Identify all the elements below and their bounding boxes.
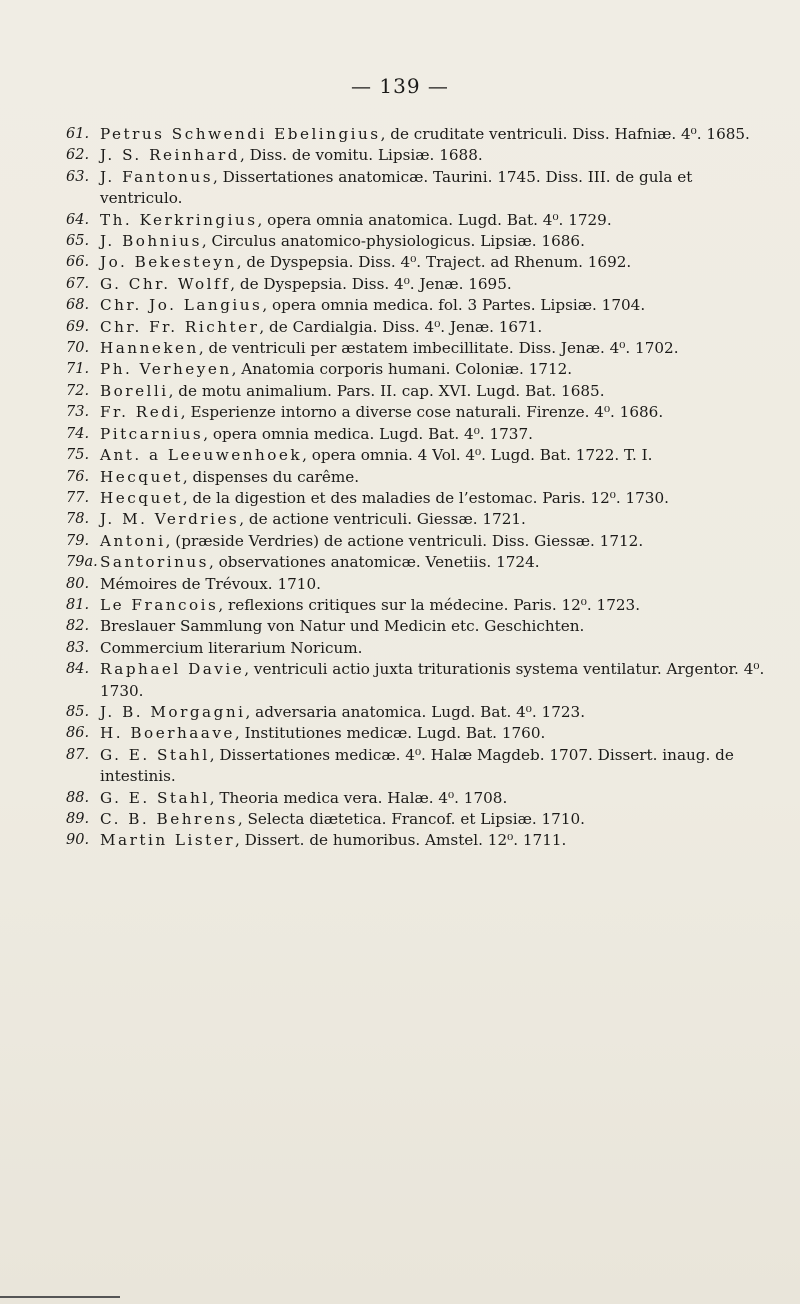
reference-item bbox=[66, 659, 776, 702]
reference-item bbox=[66, 145, 776, 166]
reference-number: 73. bbox=[66, 404, 90, 421]
reference-text bbox=[100, 253, 631, 271]
reference-text bbox=[100, 489, 669, 507]
reference-author: J. M. Verdries bbox=[100, 510, 240, 529]
reference-body: , de Dyspepsia. Diss. 4⁰. Jenæ. 1695. bbox=[230, 274, 512, 293]
reference-body: , Diss. de vomitu. Lipsiæ. 1688. bbox=[239, 146, 483, 165]
reference-number: 82. bbox=[66, 618, 90, 635]
reference-number: 71. bbox=[66, 361, 90, 378]
reference-body: Mémoires de Trévoux. 1710. bbox=[100, 574, 321, 593]
reference-item bbox=[66, 488, 776, 509]
reference-number: 90. bbox=[66, 832, 90, 849]
reference-author: Antoni bbox=[100, 531, 166, 550]
reference-body: , Selecta diætetica. Francof. et Lipsiæ. 1710. bbox=[237, 810, 585, 828]
reference-body: , de Dyspepsia. Diss. 4⁰. Traject. ad Rhenum. 1692. bbox=[236, 253, 632, 272]
reference-body: , opera omnia medica. fol. 3 Partes. Lipsiæ. 1704. bbox=[262, 296, 646, 315]
reference-number: 72. bbox=[66, 382, 90, 399]
reference-author: G. E. Stahl bbox=[100, 788, 210, 807]
reference-body: Breslauer Sammlung von Natur und Medicin etc. Geschichten. bbox=[100, 617, 585, 636]
reference-number: 61. bbox=[66, 126, 90, 142]
reference-body: Commercium literarium Noricum. bbox=[100, 638, 363, 657]
reference-item bbox=[66, 381, 776, 402]
reference-author: Raphael Davie bbox=[100, 660, 245, 679]
reference-item bbox=[66, 788, 776, 809]
reference-item bbox=[66, 295, 776, 316]
reference-body: , reflexions critiques sur la médecine. Paris. 12⁰. 1723. bbox=[218, 595, 641, 614]
reference-body: , de cruditate ventriculi. Diss. Hafniæ. 4⁰. 1685. bbox=[380, 125, 750, 143]
reference-item bbox=[66, 167, 776, 210]
reference-number: 81. bbox=[66, 596, 90, 613]
reference-item bbox=[66, 445, 776, 466]
reference-number: 89. bbox=[66, 811, 90, 827]
reference-author: G. Chr. Wolff bbox=[100, 274, 231, 293]
reference-item bbox=[66, 317, 776, 338]
reference-item bbox=[66, 424, 776, 445]
reference-author: H. Boerhaave bbox=[100, 724, 235, 743]
reference-text bbox=[100, 703, 585, 721]
reference-text bbox=[100, 296, 645, 314]
reference-body: , opera omnia anatomica. Lugd. Bat. 4⁰. 1729. bbox=[257, 210, 612, 229]
reference-author: Petrus Schwendi Ebelingius bbox=[100, 125, 381, 143]
reference-text bbox=[100, 789, 507, 807]
reference-item bbox=[66, 745, 776, 788]
reference-author: J. B. Morgagni bbox=[100, 702, 246, 721]
reference-body: , adversaria anatomica. Lugd. Bat. 4⁰. 1723. bbox=[245, 702, 586, 721]
reference-item bbox=[66, 552, 776, 573]
reference-text bbox=[100, 339, 679, 357]
reference-number: 85. bbox=[66, 703, 90, 720]
reference-text bbox=[100, 425, 533, 443]
reference-text bbox=[100, 211, 612, 229]
reference-author: Hecquet bbox=[100, 467, 183, 486]
reference-body: , Esperienze intorno a diverse cose naturali. Firenze. 4⁰. 1686. bbox=[180, 403, 664, 422]
reference-author: Chr. Fr. Richter bbox=[100, 317, 260, 336]
reference-author: Le Francois bbox=[100, 595, 219, 614]
reference-text bbox=[100, 617, 584, 635]
reference-body: , Theoria medica vera. Halæ. 4⁰. 1708. bbox=[209, 788, 508, 807]
reference-number: 65. bbox=[66, 233, 90, 250]
reference-body: , Circulus anatomico-physiologicus. Lipsiæ. 1686. bbox=[201, 232, 585, 251]
reference-author: Santorinus bbox=[100, 553, 209, 572]
reference-number: 79. bbox=[66, 532, 90, 549]
reference-number: 87. bbox=[66, 746, 90, 763]
reference-item bbox=[66, 574, 776, 595]
reference-item bbox=[66, 402, 776, 423]
reference-body: , de motu animalium. Pars. II. cap. XVI. Lugd. Bat. 1685. bbox=[168, 381, 605, 400]
reference-item bbox=[66, 809, 776, 830]
reference-text bbox=[100, 360, 572, 378]
reference-number: 62. bbox=[66, 147, 90, 164]
reference-author: Pitcarnius bbox=[100, 424, 204, 443]
reference-text bbox=[100, 553, 540, 571]
reference-author: J. Bohnius bbox=[100, 232, 202, 251]
reference-item bbox=[66, 595, 776, 616]
reference-item bbox=[66, 616, 776, 637]
reference-text bbox=[100, 660, 764, 699]
reference-text bbox=[100, 810, 585, 828]
reference-number: 88. bbox=[66, 789, 90, 806]
reference-body: , de la digestion et des maladies de l’estomac. Paris. 12⁰. 1730. bbox=[182, 488, 669, 507]
reference-item bbox=[66, 231, 776, 252]
reference-text bbox=[100, 382, 605, 400]
reference-text bbox=[100, 275, 512, 293]
reference-body: , opera omnia. 4 Vol. 4⁰. Lugd. Bat. 1722. T. I. bbox=[302, 446, 653, 465]
reference-text bbox=[100, 746, 734, 785]
reference-body: , de Cardialgia. Diss. 4⁰. Jenæ. 1671. bbox=[259, 317, 543, 336]
reference-item bbox=[66, 338, 776, 359]
reference-text bbox=[100, 146, 483, 164]
reference-text bbox=[100, 125, 750, 143]
reference-text bbox=[100, 596, 640, 614]
reference-author: Fr. Redi bbox=[100, 403, 181, 422]
reference-number: 76. bbox=[66, 468, 90, 485]
page-edge-line bbox=[0, 1296, 120, 1298]
reference-text bbox=[100, 575, 321, 593]
reference-author: Chr. Jo. Langius bbox=[100, 296, 263, 315]
reference-list bbox=[66, 124, 776, 852]
reference-number: 79a. bbox=[66, 554, 98, 571]
reference-body: , observationes anatomicæ. Venetiis. 1724. bbox=[208, 553, 540, 572]
reference-text bbox=[100, 232, 585, 250]
reference-body: , Dissertationes medicæ. 4⁰. Halæ Magdeb. 1707. Dissert. inaug. de intestinis. bbox=[100, 745, 734, 786]
reference-number: 69. bbox=[66, 318, 90, 335]
reference-author: J. S. Reinhard bbox=[100, 146, 240, 165]
reference-number: 78. bbox=[66, 511, 90, 528]
reference-text bbox=[100, 532, 643, 550]
reference-text bbox=[100, 831, 566, 849]
reference-item bbox=[66, 252, 776, 273]
reference-body: , dispenses du carême. bbox=[182, 467, 360, 486]
reference-number: 80. bbox=[66, 575, 90, 592]
reference-body: , de actione ventriculi. Giessæ. 1721. bbox=[239, 510, 526, 529]
reference-body: , opera omnia medica. Lugd. Bat. 4⁰. 1737. bbox=[203, 424, 533, 443]
reference-author: C. B. Behrens bbox=[100, 810, 238, 828]
reference-author: G. E. Stahl bbox=[100, 745, 210, 764]
reference-number: 67. bbox=[66, 275, 90, 292]
reference-text bbox=[100, 639, 363, 657]
reference-text bbox=[100, 403, 663, 421]
reference-number: 75. bbox=[66, 447, 90, 464]
reference-body: , Institutiones medicæ. Lugd. Bat. 1760. bbox=[234, 724, 546, 743]
reference-author: Hecquet bbox=[100, 488, 183, 507]
reference-body: , de ventriculi per æstatem imbecillitate. Diss. Jenæ. 4⁰. 1702. bbox=[198, 339, 679, 358]
reference-item bbox=[66, 702, 776, 723]
reference-body: , Dissert. de humoribus. Amstel. 12⁰. 1711. bbox=[235, 831, 567, 850]
reference-author: Hanneken bbox=[100, 339, 199, 358]
reference-item bbox=[66, 274, 776, 295]
reference-text bbox=[100, 724, 545, 742]
reference-author: Ph. Verheyen bbox=[100, 360, 232, 379]
reference-body: , ventriculi actio juxta triturationis systema ventilatur. Argentor. 4⁰. 1730. bbox=[100, 660, 765, 700]
reference-item bbox=[66, 830, 776, 851]
reference-number: 86. bbox=[66, 725, 90, 742]
reference-number: 70. bbox=[66, 340, 90, 357]
reference-item bbox=[66, 210, 776, 231]
reference-author: Jo. Bekesteyn bbox=[100, 253, 237, 272]
reference-number: 83. bbox=[66, 639, 90, 656]
reference-text bbox=[100, 468, 359, 486]
reference-item bbox=[66, 359, 776, 380]
reference-number: 68. bbox=[66, 297, 90, 314]
reference-number: 64. bbox=[66, 211, 90, 228]
reference-number: 74. bbox=[66, 425, 90, 442]
reference-number: 84. bbox=[66, 661, 90, 678]
reference-author: Martin Lister bbox=[100, 831, 236, 850]
reference-item bbox=[66, 723, 776, 744]
reference-item bbox=[66, 509, 776, 530]
reference-text bbox=[100, 446, 652, 464]
reference-item bbox=[66, 124, 776, 145]
reference-number: 66. bbox=[66, 254, 90, 271]
reference-text bbox=[100, 168, 692, 207]
reference-text bbox=[100, 510, 526, 528]
reference-item bbox=[66, 638, 776, 659]
reference-body: , (præside Verdries) de actione ventriculi. Diss. Giessæ. 1712. bbox=[165, 531, 644, 550]
reference-author: J. Fantonus bbox=[100, 167, 214, 186]
reference-item bbox=[66, 531, 776, 552]
reference-item bbox=[66, 467, 776, 488]
reference-number: 63. bbox=[66, 168, 90, 185]
reference-number: 77. bbox=[66, 489, 90, 506]
reference-author: Th. Kerkringius bbox=[100, 210, 258, 229]
reference-body: , Anatomia corporis humani. Coloniæ. 1712. bbox=[231, 360, 573, 379]
reference-body: , Dissertationes anatomicæ. Taurini. 1745. Diss. III. de gula et ventriculo. bbox=[100, 167, 693, 208]
reference-text bbox=[100, 318, 542, 336]
page-number-header: — 139 — bbox=[351, 74, 449, 98]
reference-author: Ant. a Leeuwenhoek bbox=[100, 446, 303, 465]
reference-author: Borelli bbox=[100, 381, 169, 400]
